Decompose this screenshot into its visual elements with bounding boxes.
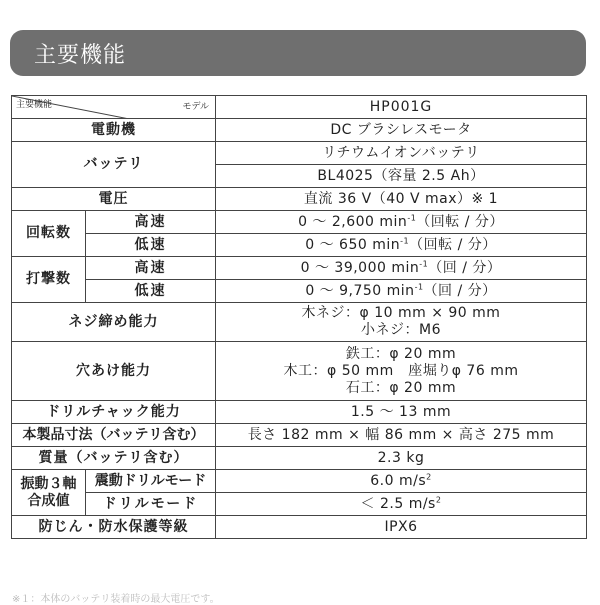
screw-wood: 木ネジ：φ 10 mm × 90 mm (301, 305, 501, 321)
impact-low-unit: （回 / 分） (423, 282, 497, 299)
impact-low-exponent: -1 (414, 281, 424, 291)
rpm-high-value (216, 211, 587, 234)
table-row (12, 303, 587, 342)
rpm-low-number: 0 ～ 650 min (305, 236, 401, 253)
rpm-low-value (216, 234, 587, 257)
drilling-value (216, 342, 587, 401)
section-title: 主要機能 (34, 43, 127, 68)
model-name: HP001G (216, 96, 587, 119)
voltage-label: 電圧 (12, 188, 216, 211)
impact-low-number: 0 ～ 9,750 min (305, 282, 415, 299)
spec-table (11, 95, 587, 539)
screw-small: 小ネジ：M6 (361, 322, 441, 338)
rpm-high-number: 0 ～ 2,600 min (298, 213, 408, 230)
impact-high-number: 0 ～ 39,000 min (300, 259, 420, 276)
motor-value: DC ブラシレスモータ (216, 119, 587, 142)
voltage-value: 直流 36 V（40 V max）※ 1 (216, 188, 587, 211)
table-row (12, 257, 587, 280)
section-header (10, 30, 586, 76)
table-row (12, 188, 587, 211)
dimensions-label: 本製品寸法（バッテリ含む） (12, 424, 216, 447)
model-column-label: モデル (182, 102, 209, 112)
table-row (12, 447, 587, 470)
battery-label: バッテリ (12, 142, 216, 188)
table-row (12, 119, 587, 142)
drilling-steel: 鉄工：φ 20 mm (345, 345, 457, 362)
table-row (12, 234, 587, 257)
impact-low-label: 低速 (86, 280, 216, 303)
chuck-label: ドリルチャック能力 (12, 401, 216, 424)
motor-label: 電動機 (12, 119, 216, 142)
table-row (12, 401, 587, 424)
impact-low-value (216, 280, 587, 303)
table-row (12, 493, 587, 516)
table-row (12, 470, 587, 493)
table-row (12, 342, 587, 401)
hammer-mode-label: 震動ドリルモード (86, 470, 216, 493)
footnote: ※１：本体のバッテリ装着時の最大電圧です。 (12, 594, 220, 605)
table-row (12, 142, 587, 165)
drilling-stone: 石工：φ 20 mm (345, 379, 457, 396)
table-row (12, 516, 587, 539)
drilling-label: 穴あけ能力 (12, 342, 216, 401)
rpm-high-exponent: -1 (407, 212, 417, 222)
table-row (12, 424, 587, 447)
weight-label: 質量（バッテリ含む） (12, 447, 216, 470)
rpm-high-unit: （回転 / 分） (416, 213, 504, 230)
vibration-label-line1: 振動３軸 (20, 475, 77, 492)
protection-label: 防じん・防水保護等級 (12, 516, 216, 539)
weight-value: 2.3 kg (216, 447, 587, 470)
drill-mode-label: ドリルモード (86, 493, 216, 516)
impact-high-exponent: -1 (419, 258, 429, 268)
drill-mode-exponent: 2 (435, 494, 442, 504)
impact-high-unit: （回 / 分） (428, 259, 502, 276)
protection-value: IPX6 (216, 516, 587, 539)
impact-high-label: 高速 (86, 257, 216, 280)
table-row (12, 280, 587, 303)
impact-label: 打撃数 (12, 257, 86, 303)
hammer-mode-value (216, 470, 587, 493)
drilling-wood: 木工：φ 50 mm 座堀りφ 76 mm (283, 362, 519, 379)
vibration-label-line2: 合成値 (27, 492, 70, 509)
rpm-high-label: 高速 (86, 211, 216, 234)
drill-mode-value (216, 493, 587, 516)
rpm-low-exponent: -1 (400, 235, 410, 245)
chuck-value: 1.5 ～ 13 mm (216, 401, 587, 424)
table-row (12, 96, 587, 119)
impact-high-value (216, 257, 587, 280)
vibration-label (12, 470, 86, 516)
table-row (12, 211, 587, 234)
dimensions-value: 長さ 182 mm × 幅 86 mm × 高さ 275 mm (216, 424, 587, 447)
rpm-low-unit: （回転 / 分） (409, 236, 497, 253)
drill-mode-number: ＜ 2.5 m/s (360, 495, 436, 512)
screw-label: ネジ締め能力 (12, 303, 216, 342)
battery-model: BL4025（容量 2.5 Ah） (216, 165, 587, 188)
screw-value (216, 303, 587, 342)
rpm-low-label: 低速 (86, 234, 216, 257)
battery-type: リチウムイオンバッテリ (216, 142, 587, 165)
corner-header-cell (12, 96, 216, 119)
feature-row-label: 主要機能 (16, 100, 53, 110)
hammer-mode-exponent: 2 (426, 471, 432, 481)
rpm-label: 回転数 (12, 211, 86, 257)
hammer-mode-number: 6.0 m/s (370, 472, 427, 489)
